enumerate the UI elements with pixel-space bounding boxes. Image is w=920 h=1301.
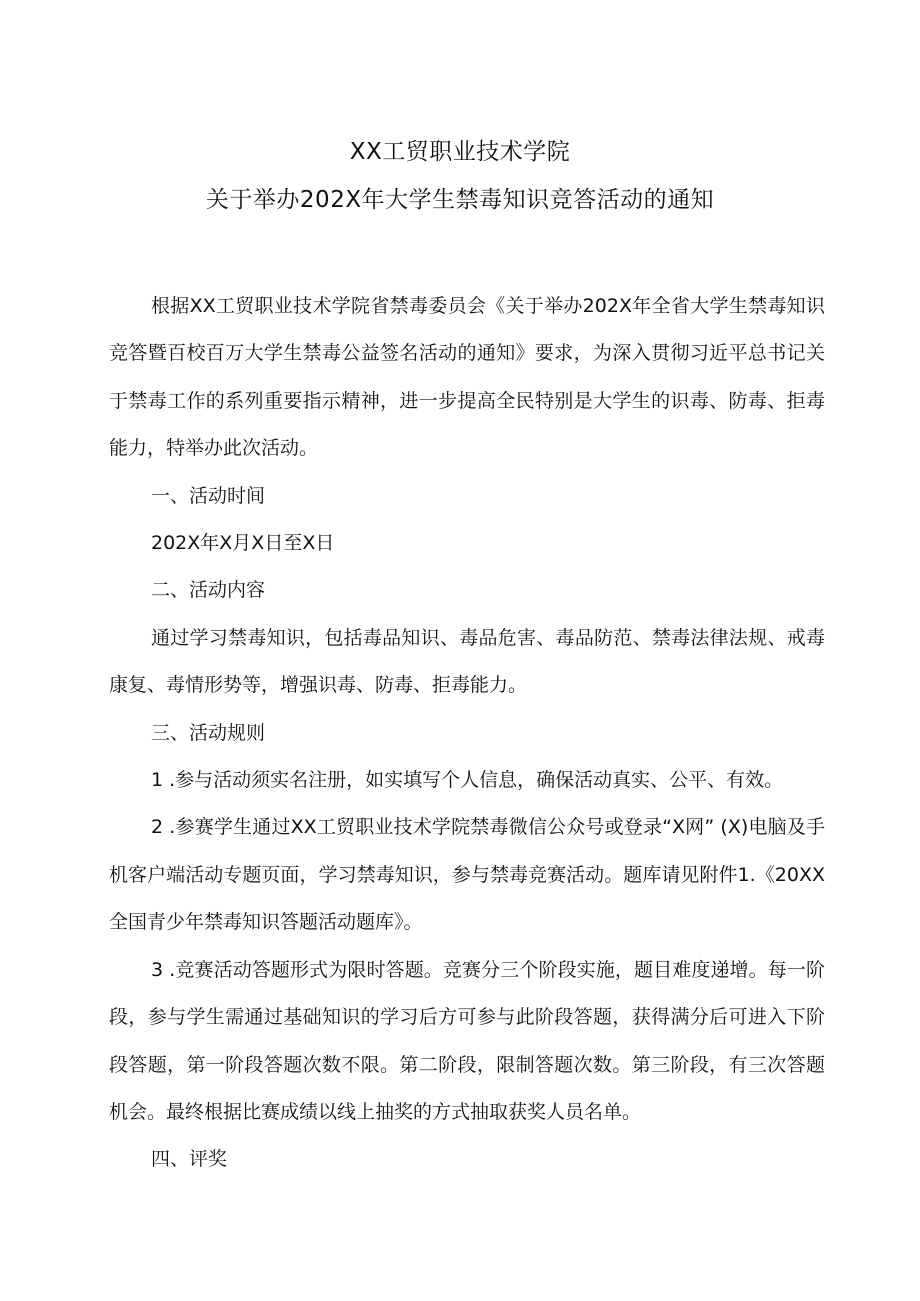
rule-item-3: 3 .竞赛活动答题形式为限时答题。竞赛分三个阶段实施，题目难度递增。每一阶段，参与学生需通过基础知识的学习后方可参与此阶段答题，获得满分后可进入下阶段答题，第一阶段答题次数不限。第二阶段，限制答题次数。第三阶段，有三次答题机会。最终根据比赛成绩以线上抽奖的方式抽取获奖人员名单。: [109, 958, 825, 1123]
section-heading-time: 一、活动时间: [151, 484, 266, 507]
document-body: [109, 283, 825, 1184]
activity-content-paragraph: 通过学习禁毒知识，包括毒品知识、毒品危害、毒品防范、禁毒法律法规、戒毒康复、毒情形势等，增强识毒、防毒、拒毒能力。: [109, 626, 825, 697]
rule-item-2: 2 .参赛学生通过XX工贸职业技术学院禁毒微信公众号或登录“X网” (X)电脑及手机客户端活动专题页面，学习禁毒知识，参与禁毒竞赛活动。题库请见附件1.《20XX全国青少年禁毒知识答题活动题库》。: [109, 816, 825, 934]
section-heading-awards: 四、评奖: [151, 1148, 228, 1171]
section-heading-rules: 三、活动规则: [151, 721, 266, 744]
section-heading-content: 二、活动内容: [151, 579, 266, 602]
activity-time-text: 202X年X月X日至X日: [151, 532, 335, 555]
rule-item-1: 1 .参与活动须实名注册，如实填写个人信息，确保活动真实、公平、有效。: [151, 769, 784, 792]
intro-paragraph: 根据XX工贸职业技术学院省禁毒委员会《关于举办202X年全省大学生禁毒知识竞答暨百校百万大学生禁毒公益签名活动的通知》要求，为深入贯彻习近平总书记关于禁毒工作的系列重要指示精神，进一步提高全民特别是大学生的识毒、防毒、拒毒能力，特举办此次活动。: [109, 295, 825, 460]
document-title-institution: XX工贸职业技术学院: [349, 139, 571, 165]
document-title-notice: 关于举办202X年大学生禁毒知识竞答活动的通知: [205, 187, 715, 213]
